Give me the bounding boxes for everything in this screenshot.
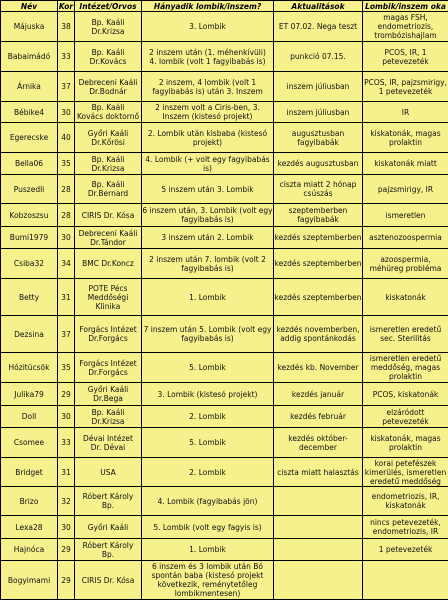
cell-name: Betty <box>1 279 58 316</box>
cell-reason: elzáródott petevezeték <box>363 406 448 428</box>
cell-reason: kiskatonák, magas prolaktin <box>363 428 448 458</box>
cell-news <box>274 516 363 539</box>
cell-reason: PCOS, kiskatonák <box>363 383 448 406</box>
cell-clinic: Bp. Kaáli Dr.Krizsa <box>75 12 142 42</box>
cell-name: Csiba32 <box>1 249 58 279</box>
table-row <box>1 516 448 539</box>
cell-attempt: 2. Lombik után kisbaba (kistesó projekt) <box>142 123 274 153</box>
cell-news: inszem júliusban <box>274 102 363 123</box>
cell-reason <box>363 561 448 600</box>
cell-name: Brizo <box>1 487 58 516</box>
header-attempt: Hányadik lombik/inszem? <box>142 1 274 12</box>
cell-clinic: Győri Kaáli Dr.Bega <box>75 383 142 406</box>
cell-attempt: 1. Lombik <box>142 279 274 316</box>
cell-clinic: USA <box>75 458 142 487</box>
cell-name: Egerecske <box>1 123 58 153</box>
cell-name: Bumi1979 <box>1 227 58 249</box>
cell-age: 29 <box>58 539 75 561</box>
cell-age: 30 <box>58 227 75 249</box>
cell-attempt: 1. Lombik <box>142 539 274 561</box>
cell-clinic: Róbert Károly Bp. <box>75 539 142 561</box>
cell-reason: PCOS, IR, pajzsmirigy, 1 petevezeték <box>363 72 448 102</box>
cell-age: 34 <box>58 249 75 279</box>
cell-clinic: Debreceni Kaáli Dr.Bodnár <box>75 72 142 102</box>
cell-name: Lexa28 <box>1 516 58 539</box>
cell-attempt: 5. Lombik <box>142 428 274 458</box>
cell-name: Bébike4 <box>1 102 58 123</box>
cell-name: Bridget <box>1 458 58 487</box>
table-row <box>1 249 448 279</box>
table-row <box>1 316 448 353</box>
cell-age: 40 <box>58 123 75 153</box>
cell-name: Csomee <box>1 428 58 458</box>
cell-reason: ismeretlen eredetű sec. Sterilitás <box>363 316 448 353</box>
cell-news: augusztusban fagyibabák <box>274 123 363 153</box>
cell-news: kezdés kb. November <box>274 353 363 383</box>
cell-reason: azoospermia, méhüreg probléma <box>363 249 448 279</box>
cell-name: Dezsina <box>1 316 58 353</box>
cell-name: Kobzoszsu <box>1 204 58 227</box>
cell-attempt: 2 inszem után 7. lombik (volt 2 fagyibabás is) <box>142 249 274 279</box>
table-row <box>1 383 448 406</box>
cell-age: 30 <box>58 102 75 123</box>
cell-age: 37 <box>58 316 75 353</box>
cell-clinic: CIRIS Dr. Kósa <box>75 204 142 227</box>
cell-name: Doll <box>1 406 58 428</box>
cell-age: 29 <box>58 561 75 600</box>
cell-age: 28 <box>58 175 75 204</box>
cell-news <box>274 539 363 561</box>
cell-age: 33 <box>58 428 75 458</box>
cell-clinic: Debreceni Kaáli Dr.Tándor <box>75 227 142 249</box>
cell-name: Bella06 <box>1 153 58 175</box>
cell-attempt: 6 inszem és 3 lombik után Bó spontán baba (kistesó projekt következik, reménytetőleg lombikmentesen) <box>142 561 274 600</box>
header-name: Név <box>1 1 58 12</box>
cell-reason: korai petefészek kimerülés, ismeretlen eredetű meddőség <box>363 458 448 487</box>
cell-attempt: 2 inszem után (1. méhenkívüli) 4. lombik (volt 1 fagyibabás is) <box>142 42 274 72</box>
cell-clinic: Bp. Kaáli Dr.Krizsa <box>75 406 142 428</box>
cell-age: 28 <box>58 204 75 227</box>
table-row <box>1 406 448 428</box>
cell-reason: asztenozoospermia <box>363 227 448 249</box>
table-row <box>1 279 448 316</box>
table-row <box>1 458 448 487</box>
cell-news <box>274 487 363 516</box>
header-reason: Lombik/inszem oka <box>363 1 448 12</box>
cell-attempt: 5 inszem után 3. Lombik <box>142 175 274 204</box>
cell-clinic: Bp. Kaáli Dr.Bernard <box>75 175 142 204</box>
cell-reason: endometriozis, IR, kiskatonák <box>363 487 448 516</box>
cell-age: 29 <box>58 383 75 406</box>
cell-clinic: Dévai Intézet Dr. Dévai <box>75 428 142 458</box>
cell-attempt: 4. Lombik (+ volt egy fagyibabás is) <box>142 153 274 175</box>
cell-news: ciszta miatt halasztás <box>274 458 363 487</box>
header-age: Kor <box>58 1 74 11</box>
header-news: Aktualitások <box>274 1 363 12</box>
cell-news <box>274 561 363 600</box>
cell-attempt: 2. Lombik <box>142 458 274 487</box>
cell-clinic: Forgács Intézet Dr.Forgács <box>75 316 142 353</box>
table-row <box>1 102 448 123</box>
cell-attempt: 4. Lombik (fagyibabás jön) <box>142 487 274 516</box>
cell-attempt: 2. Lombik <box>142 406 274 428</box>
table-row <box>1 204 448 227</box>
table-row <box>1 175 448 204</box>
cell-age: 32 <box>58 487 75 516</box>
cell-attempt: 3. Lombik <box>142 12 274 42</box>
header-clinic: Intézet/Orvos <box>75 1 142 12</box>
cell-age: 30 <box>58 516 75 539</box>
cell-reason: kiskatonák <box>363 279 448 316</box>
header-row <box>1 1 448 12</box>
cell-reason: ismeretlen eredetű meddőség, magas prolaktin <box>363 353 448 383</box>
cell-news: kezdés szeptemberben <box>274 279 363 316</box>
cell-reason: kiskatonák miatt <box>363 153 448 175</box>
cell-clinic: Bp. Kaáli Dr.Kovács <box>75 42 142 72</box>
table-row <box>1 72 448 102</box>
table-row <box>1 428 448 458</box>
cell-news: ciszta miatt 2 hónap csúszás <box>274 175 363 204</box>
cell-age: 38 <box>58 12 75 42</box>
table-row <box>1 42 448 72</box>
table-row <box>1 353 448 383</box>
table-row <box>1 539 448 561</box>
cell-attempt: 6 inszem után, 3. Lombik (volt egy fagyibabás is) <box>142 204 274 227</box>
cell-clinic: Róbert Károly Bp. <box>75 487 142 516</box>
cell-attempt: 3. Lombik (kistesó projekt) <box>142 383 274 406</box>
table-row <box>1 487 448 516</box>
cell-name: Hajnóca <box>1 539 58 561</box>
cell-name: Bogyimami <box>1 561 58 600</box>
cell-age: 31 <box>58 279 75 316</box>
cell-reason: kiskatonák, magas prolaktin <box>363 123 448 153</box>
cell-news: kezdés szeptemberben <box>274 249 363 279</box>
cell-age: 35 <box>58 153 75 175</box>
cell-news: kezdés október-december <box>274 428 363 458</box>
table-row <box>1 153 448 175</box>
cell-name: Julika79 <box>1 383 58 406</box>
cell-reason: magas FSH, endometriozis, trombózishajlam <box>363 12 448 42</box>
cell-age: 35 <box>58 353 75 383</box>
cell-news: kezdés augusztusban <box>274 153 363 175</box>
cell-name: Puszedli <box>1 175 58 204</box>
cell-clinic: Győri Kaáli Dr.Kőrösi <box>75 123 142 153</box>
cell-news: kezdés január <box>274 383 363 406</box>
cell-reason: pajzsmirigy, IR <box>363 175 448 204</box>
cell-news: kezdés szeptemberben <box>274 227 363 249</box>
table-row <box>1 12 448 42</box>
cell-news: ET 07.02. Nega teszt <box>274 12 363 42</box>
cell-age: 31 <box>58 458 75 487</box>
cell-name: Babaimádó <box>1 42 58 72</box>
cell-attempt: 2 inszem volt a Ciris-ben, 3. Inszem (kistesó projekt) <box>142 102 274 123</box>
cell-age: 37 <box>58 72 75 102</box>
cell-age: 33 <box>58 42 75 72</box>
cell-news: punkció 07.15. <box>274 42 363 72</box>
cell-attempt: 3 inszem után 2. Lombik <box>142 227 274 249</box>
cell-news: szeptemberben fagyibabák <box>274 204 363 227</box>
cell-age: 30 <box>58 406 75 428</box>
cell-reason: 1 petevezeték <box>363 539 448 561</box>
table-row <box>1 123 448 153</box>
cell-reason: IR <box>363 102 448 123</box>
cell-attempt: 2 inszem, 4 lombik (volt 1 fagyibabás is) után 3. Inszem <box>142 72 274 102</box>
cell-clinic: CIRIS Dr. Kósa <box>75 561 142 600</box>
cell-clinic: Bp. Kaáli Kovács doktornő <box>75 102 142 123</box>
cell-news: kezdés novemberben, addig spontánkodás <box>274 316 363 353</box>
cell-name: Májuska <box>1 12 58 42</box>
table-row <box>1 561 448 600</box>
cell-reason: PCOS, IR, 1 petevezeték <box>363 42 448 72</box>
cell-news: inszem júliusban <box>274 72 363 102</box>
cell-reason: ismeretlen <box>363 204 448 227</box>
cell-clinic: Forgács Intézet Dr.Forgács <box>75 353 142 383</box>
cell-clinic: Bp. Kaáli Dr.Krizsa <box>75 153 142 175</box>
cell-clinic: POTE Pécs Meddőségi Klinika <box>75 279 142 316</box>
cell-clinic: Győri Kaáli <box>75 516 142 539</box>
cell-clinic: BMC Dr.Koncz <box>75 249 142 279</box>
cell-name: Hózitücsök <box>1 353 58 383</box>
cell-reason: nincs petevezeték, endometriozis, IR <box>363 516 448 539</box>
cell-news: kezdés február <box>274 406 363 428</box>
cell-attempt: 5. Lombik <box>142 353 274 383</box>
table-row <box>1 227 448 249</box>
cell-name: Árnika <box>1 72 58 102</box>
cell-attempt: 7 inszem után 5. Lombik (volt egy fagyibabás is) <box>142 316 274 353</box>
cell-attempt: 5. Lombik (volt egy fagyis is) <box>142 516 274 539</box>
